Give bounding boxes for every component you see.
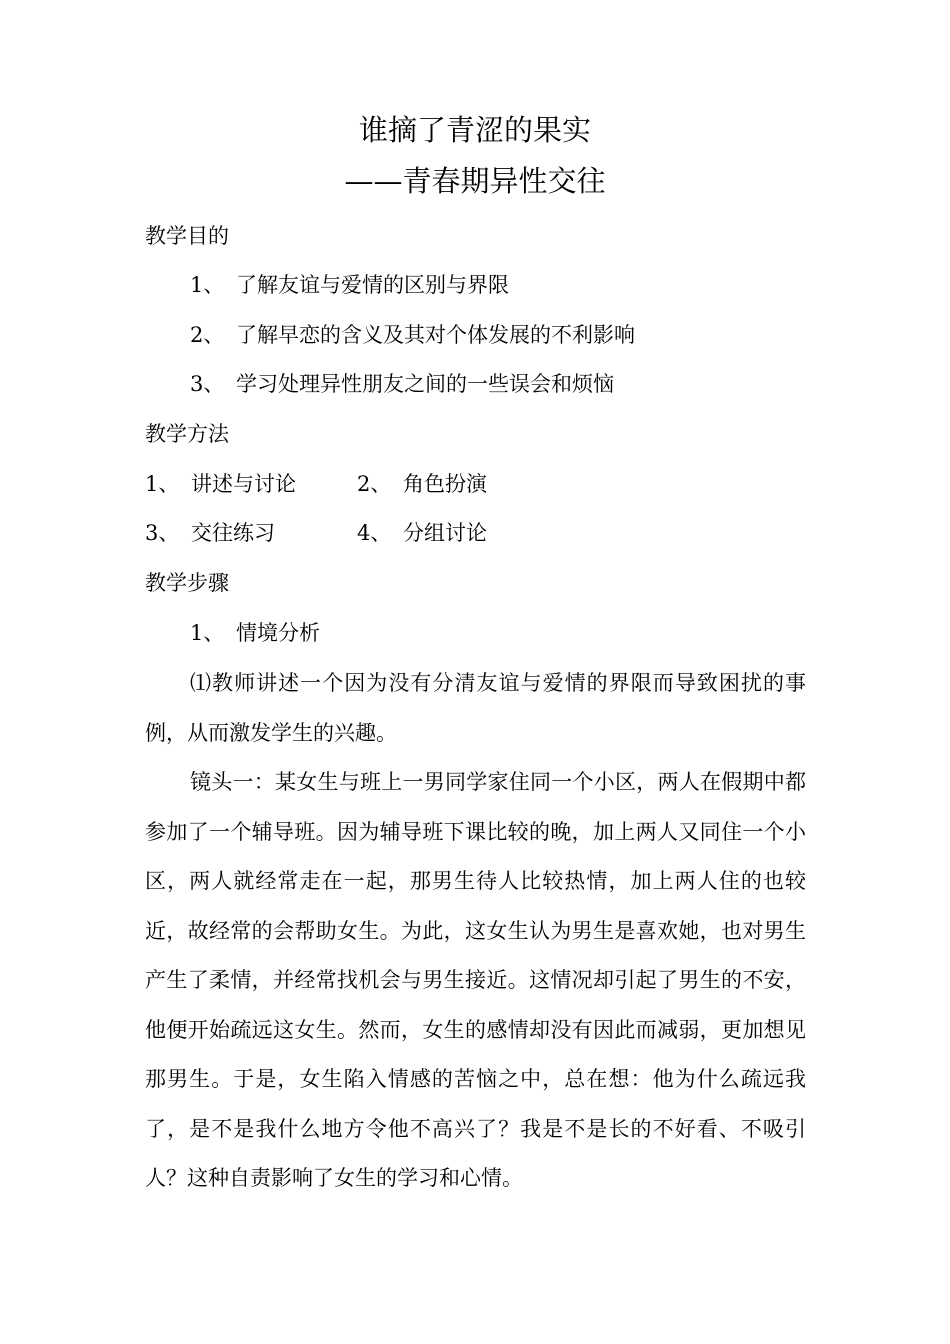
step-item	[190, 618, 320, 648]
method-item	[145, 518, 357, 548]
method-number: 1、	[145, 472, 180, 496]
step-number: 1、	[190, 621, 225, 645]
method-item	[357, 518, 487, 548]
method-text: 分组讨论	[403, 521, 487, 545]
method-item	[145, 469, 357, 499]
objective-item	[190, 320, 635, 350]
method-number: 3、	[145, 521, 180, 545]
methods-heading: 教学方法	[145, 422, 229, 446]
objective-number: 1、	[190, 273, 225, 297]
method-number: 2、	[357, 472, 392, 496]
method-number: 4、	[357, 521, 392, 545]
method-text: 角色扮演	[403, 472, 487, 496]
objective-item	[190, 270, 509, 300]
paragraph-intro: ⑴教师讲述一个因为没有分清友谊与爱情的界限而导致困扰的事例，从而激发学生的兴趣。	[145, 671, 806, 745]
method-text: 交往练习	[191, 521, 275, 545]
objective-text: 学习处理异性朋友之间的一些误会和烦恼	[236, 372, 614, 396]
methods-row	[145, 469, 487, 499]
objective-text: 了解早恋的含义及其对个体发展的不利影响	[236, 323, 635, 347]
objective-text: 了解友谊与爱情的区别与界限	[236, 273, 509, 297]
objective-number: 3、	[190, 372, 225, 396]
method-item	[357, 469, 487, 499]
objective-item	[190, 369, 614, 399]
objective-number: 2、	[190, 323, 225, 347]
methods-row	[145, 518, 487, 548]
document-title: 谁摘了青涩的果实	[358, 113, 591, 147]
document-subtitle: ——青春期异性交往	[344, 164, 606, 198]
paragraph-scenario: 镜头一：某女生与班上一男同学家住同一个小区，两人在假期中都参加了一个辅导班。因为辅导班下课比较的晚，加上两人又同住一个小区，两人就经常走在一起，那男生待人比较热情，加上两人住的也较近，故经常的会帮助女生。为此，这女生认为男生是喜欢她，也对男生产生了柔情，并经常找机会与男生接近。这情况却引起了男生的不安，他便开始疏远这女生。然而，女生的感情却没有因此而减弱，更加想见那男生。于是，女生陷入情感的苦恼之中，总在想：他为什么疏远我了，是不是我什么地方令他不高兴了？我是不是长的不好看、不吸引人？这种自责影响了女生的学习和心情。	[145, 770, 806, 1190]
steps-heading: 教学步骤	[145, 571, 229, 595]
method-text: 讲述与讨论	[191, 472, 296, 496]
step-text: 情境分析	[236, 621, 320, 645]
objectives-heading: 教学目的	[145, 224, 229, 248]
